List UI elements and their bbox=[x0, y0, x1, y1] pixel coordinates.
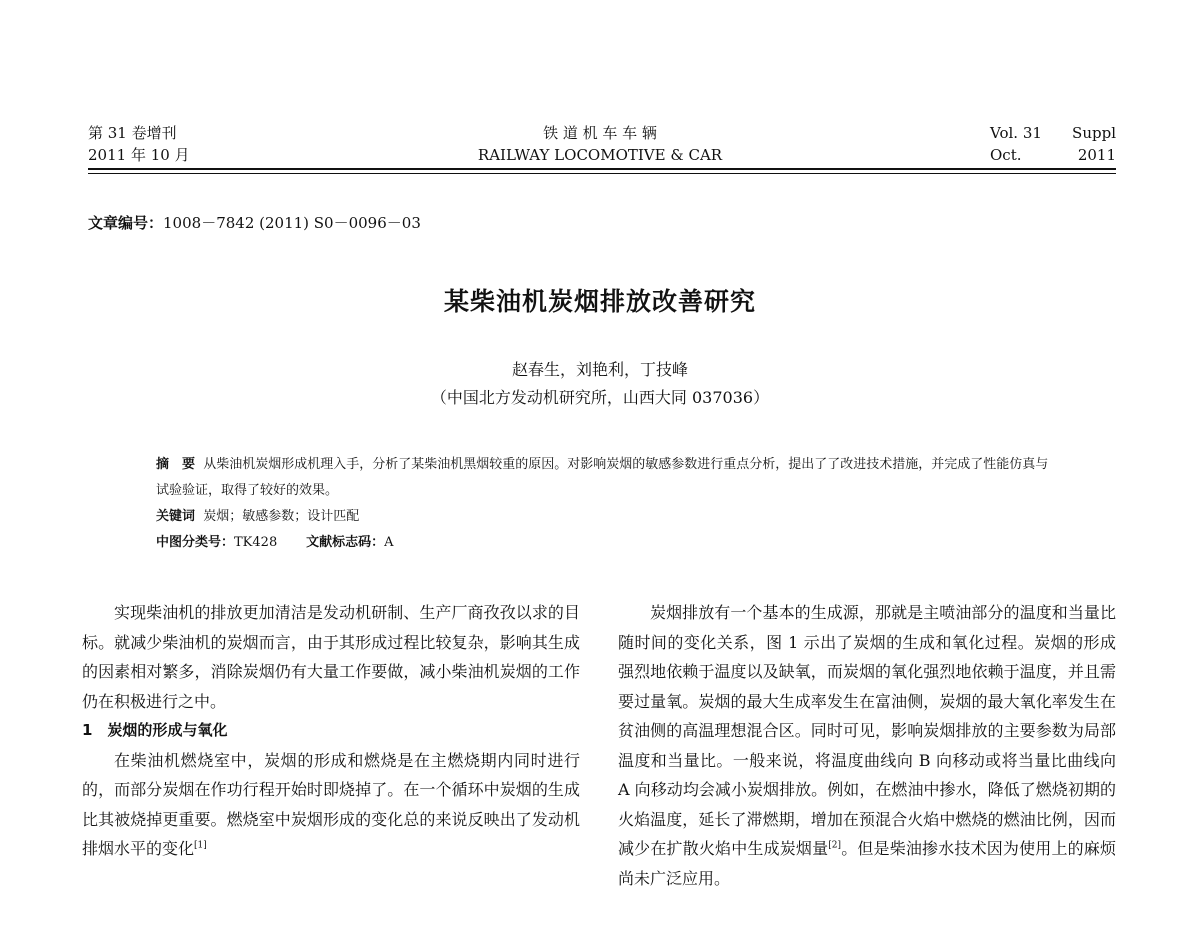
soot-mechanism-text: 炭烟排放有一个基本的生成源，那就是主喷油部分的温度和当量比随时间的变化关系，图 1 示出了炭烟的生成和氧化过程。炭烟的形成强烈地依赖于温度以及缺氧，而炭烟的氧化强烈地依赖于温度，并且需要过量氧。炭烟的最大生成率发生在富油侧，炭烟的最大氧化率发生在贫油侧的高温理想混合区。同时可见，影响炭烟排放的主要参数为局部温度和当量比。一般来说，将温度曲线向 B 向移动或将当量比曲线向 A 向移动均会减小炭烟排放。例如，在燃油中掺水，降低了燃烧初期的火焰温度，延长了滞燃期，增加在预混合火焰中燃烧的燃油比例，因而减少在扩散火焰中生成炭烟量 bbox=[618, 603, 1116, 858]
author-affiliation: （中国北方发动机研究所，山西大同 037036） bbox=[430, 388, 770, 407]
month-en: Oct. bbox=[990, 146, 1022, 164]
body-right-column bbox=[618, 598, 1116, 893]
volume-en: Vol. 31 bbox=[990, 124, 1042, 142]
intro-paragraph: 实现柴油机的排放更加清洁是发动机研制、生产厂商孜孜以求的目标。就减少柴油机的炭烟而言，由于其形成过程比较复杂，影响其生成的因素相对繁多，消除炭烟仍有大量工作要做，减小柴油机炭烟的工作仍在积极进行之中。 bbox=[82, 603, 580, 711]
journal-name-en: RAILWAY LOCOMOTIVE & CAR bbox=[477, 146, 723, 164]
classification bbox=[156, 530, 1056, 556]
article-number-value: 1008－7842 (2011) S0－0096－03 bbox=[163, 214, 421, 232]
suppl-en: Suppl bbox=[1072, 124, 1116, 142]
clc-value: TK428 bbox=[234, 535, 278, 550]
keywords-text: 炭烟；敏感参数；设计匹配 bbox=[203, 509, 360, 524]
abstract-block bbox=[156, 452, 1056, 556]
abstract-text: 从柴油机炭烟形成机理入手，分析了某柴油机黑烟较重的原因。对影响炭烟的敏感参数进行重点分析，提出了了改进技术措施，并完成了性能仿真与试验验证，取得了较好的效果。 bbox=[156, 457, 1049, 498]
doccode-label: 文献标志码： bbox=[306, 535, 385, 550]
article-number bbox=[88, 212, 421, 233]
header-rule-thick bbox=[88, 168, 1116, 170]
body-left-column bbox=[82, 598, 580, 864]
citation-ref: [2] bbox=[828, 840, 842, 851]
journal-volume-en bbox=[990, 122, 1116, 166]
year-en: 2011 bbox=[1077, 146, 1116, 164]
journal-name-cn: 铁 道 机 车 车 辆 bbox=[543, 124, 657, 142]
section-1-text: 在柴油机燃烧室中，炭烟的形成和燃烧是在主燃烧期内同时进行的，而部分炭烟在作功行程开始时即烧掉了。在一个循环中炭烟的生成比其被烧掉更重要。燃烧室中炭烟形成的变化总的来说反映出了发动机排烟水平的变化 bbox=[82, 750, 580, 858]
article-number-label: 文章编号： bbox=[88, 214, 164, 232]
header-rule-thin bbox=[88, 173, 1116, 174]
clc-label: 中图分类号： bbox=[156, 535, 235, 550]
citation-ref: [1] bbox=[194, 840, 207, 851]
keywords bbox=[156, 504, 1056, 530]
paper-title: 某柴油机炭烟排放改善研究 bbox=[443, 287, 756, 316]
doccode-value: A bbox=[384, 535, 394, 550]
issue-date: 2011 年 10 月 bbox=[88, 146, 190, 164]
volume-issue: 第 31 卷增刊 bbox=[88, 124, 177, 142]
paper-authors: 赵春生，刘艳利，丁技峰 bbox=[511, 360, 688, 379]
soot-mechanism-paragraph bbox=[618, 598, 1116, 893]
abstract-label: 摘 要 bbox=[156, 457, 196, 472]
section-1-paragraph bbox=[82, 746, 580, 864]
soot-mechanism-tail: 。但是柴油掺水技术因为使用上的麻烦尚未广泛应用。 bbox=[618, 839, 1116, 888]
section-1-heading: 1 炭烟的形成与氧化 bbox=[82, 721, 228, 739]
keywords-label: 关键词 bbox=[156, 509, 196, 524]
abstract bbox=[156, 452, 1056, 504]
